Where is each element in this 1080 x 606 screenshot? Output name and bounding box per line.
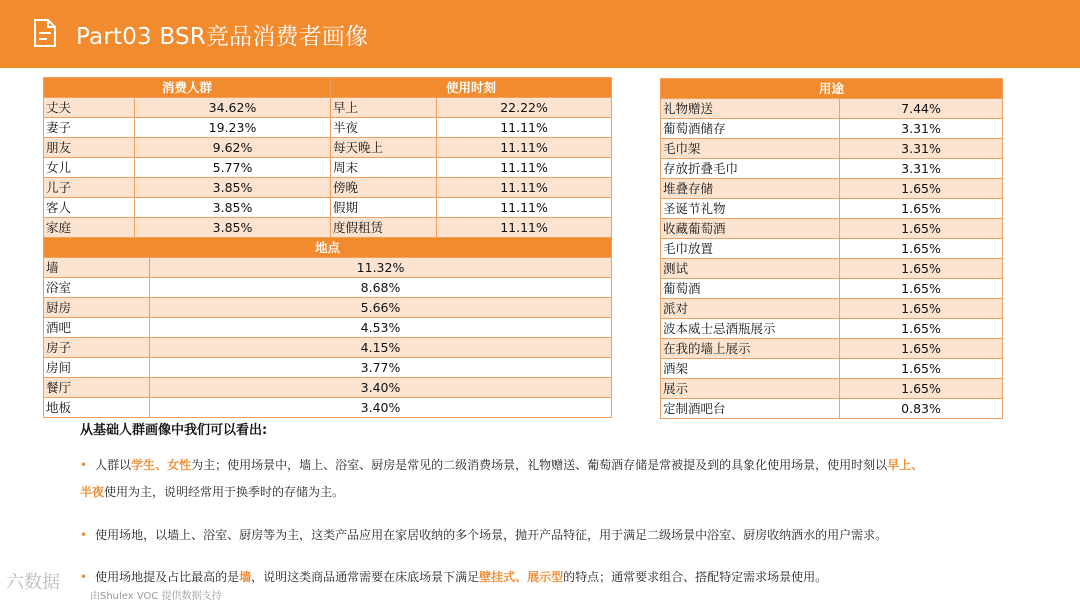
table-row <box>661 399 1003 419</box>
table-row <box>44 98 612 118</box>
header-time: 使用时刻 <box>331 78 612 98</box>
note-highlight: 早上、 <box>887 458 924 472</box>
header-bar <box>0 0 1080 68</box>
time-pct: 11.11% <box>437 118 612 138</box>
usage-name: 礼物赠送 <box>661 99 840 119</box>
table-row <box>661 179 1003 199</box>
person-name: 朋友 <box>44 138 135 158</box>
table-row <box>661 379 1003 399</box>
place-name: 房间 <box>44 358 150 378</box>
note-bullet-1 <box>80 452 990 506</box>
crowd-time-table <box>43 77 612 238</box>
usage-name: 葡萄酒储存 <box>661 119 840 139</box>
header-people: 消费人群 <box>44 78 331 98</box>
usage-name: 定制酒吧台 <box>661 399 840 419</box>
usage-pct: 1.65% <box>840 339 1003 359</box>
person-name: 女儿 <box>44 158 135 178</box>
time-name: 度假租赁 <box>331 218 437 238</box>
table-row <box>44 138 612 158</box>
person-name: 丈夫 <box>44 98 135 118</box>
usage-pct: 1.65% <box>840 199 1003 219</box>
note-highlight: 学生、女性 <box>131 458 192 472</box>
note-text: ，说明这类商品通常需要在床底场景下满足 <box>251 570 480 584</box>
place-name: 厨房 <box>44 298 150 318</box>
usage-name: 在我的墙上展示 <box>661 339 840 359</box>
time-pct: 11.11% <box>437 198 612 218</box>
table-row <box>44 298 612 318</box>
bullet-dot-icon: • <box>80 528 88 542</box>
usage-pct: 1.65% <box>840 359 1003 379</box>
note-text: 的特点；通常要求组合、搭配特定需求场景使用。 <box>563 570 828 584</box>
place-name: 浴室 <box>44 278 150 298</box>
usage-pct: 1.65% <box>840 179 1003 199</box>
table-row <box>661 279 1003 299</box>
table-row <box>44 198 612 218</box>
data-credit: 由Shulex VOC 提供数据支持 <box>90 591 222 602</box>
table-row <box>661 119 1003 139</box>
usage-name: 测试 <box>661 259 840 279</box>
time-name: 傍晚 <box>331 178 437 198</box>
time-pct: 22.22% <box>437 98 612 118</box>
bullet-dot-icon: • <box>80 570 88 584</box>
usage-name: 收藏葡萄酒 <box>661 219 840 239</box>
usage-name: 堆叠存储 <box>661 179 840 199</box>
usage-name: 毛巾放置 <box>661 239 840 259</box>
note-text: 使用为主，说明经常用于换季时的存储为主。 <box>104 485 345 499</box>
usage-table <box>660 78 1003 419</box>
usage-pct: 1.65% <box>840 279 1003 299</box>
table-row <box>661 319 1003 339</box>
table-row <box>44 358 612 378</box>
table-row <box>661 199 1003 219</box>
usage-name: 酒架 <box>661 359 840 379</box>
usage-name: 展示 <box>661 379 840 399</box>
usage-pct: 1.65% <box>840 319 1003 339</box>
person-name: 儿子 <box>44 178 135 198</box>
usage-pct: 7.44% <box>840 99 1003 119</box>
person-pct: 3.85% <box>135 198 331 218</box>
table-row <box>661 99 1003 119</box>
usage-name: 波本威士忌酒瓶展示 <box>661 319 840 339</box>
table-row <box>44 218 612 238</box>
table-row <box>661 239 1003 259</box>
time-name: 周末 <box>331 158 437 178</box>
time-name: 假期 <box>331 198 437 218</box>
person-pct: 34.62% <box>135 98 331 118</box>
note-text: 为主；使用场景中，墙上、浴室、厨房是常见的二级消费场景，礼物赠送、葡萄酒存储是常被提及到的具象化使用场景，使用时刻以 <box>191 458 888 472</box>
usage-pct: 1.65% <box>840 379 1003 399</box>
usage-pct: 1.65% <box>840 259 1003 279</box>
place-pct: 5.66% <box>150 298 612 318</box>
usage-pct: 1.65% <box>840 219 1003 239</box>
notes-title: 从基础人群画像中我们可以看出: <box>80 423 268 438</box>
time-pct: 11.11% <box>437 218 612 238</box>
note-text: 人群以 <box>95 458 132 472</box>
person-pct: 3.85% <box>135 178 331 198</box>
usage-pct: 3.31% <box>840 159 1003 179</box>
header-place: 地点 <box>44 238 612 258</box>
usage-pct: 3.31% <box>840 119 1003 139</box>
usage-pct: 1.65% <box>840 239 1003 259</box>
usage-pct: 3.31% <box>840 139 1003 159</box>
person-pct: 9.62% <box>135 138 331 158</box>
table-row <box>44 258 612 278</box>
place-name: 地板 <box>44 398 150 418</box>
place-table <box>43 237 612 418</box>
place-pct: 4.53% <box>150 318 612 338</box>
person-pct: 3.85% <box>135 218 331 238</box>
place-name: 餐厅 <box>44 378 150 398</box>
table-row <box>661 299 1003 319</box>
place-pct: 8.68% <box>150 278 612 298</box>
place-name: 房子 <box>44 338 150 358</box>
place-pct: 4.15% <box>150 338 612 358</box>
usage-name: 毛巾架 <box>661 139 840 159</box>
usage-name: 存放折叠毛巾 <box>661 159 840 179</box>
person-name: 客人 <box>44 198 135 218</box>
time-pct: 11.11% <box>437 158 612 178</box>
place-pct: 11.32% <box>150 258 612 278</box>
usage-pct: 0.83% <box>840 399 1003 419</box>
table-row <box>661 259 1003 279</box>
note-highlight: 壁挂式、展示型 <box>479 570 564 584</box>
page-title: Part03 BSR竞品消费者画像 <box>76 24 369 50</box>
usage-name: 圣诞节礼物 <box>661 199 840 219</box>
table-row <box>44 278 612 298</box>
person-name: 家庭 <box>44 218 135 238</box>
note-text: 使用场地提及占比最高的是 <box>95 570 240 584</box>
usage-pct: 1.65% <box>840 299 1003 319</box>
note-highlight: 墙 <box>239 570 252 584</box>
time-name: 半夜 <box>331 118 437 138</box>
usage-name: 葡萄酒 <box>661 279 840 299</box>
note-text: 使用场地，以墙上、浴室、厨房等为主，这类产品应用在家居收纳的多个场景，抛开产品特征，用于满足二级场景中浴室、厨房收纳酒水的用户需求。 <box>95 528 888 542</box>
header-usage: 用途 <box>661 79 1003 99</box>
table-row <box>44 318 612 338</box>
place-pct: 3.40% <box>150 378 612 398</box>
table-row <box>661 139 1003 159</box>
place-pct: 3.77% <box>150 358 612 378</box>
person-pct: 5.77% <box>135 158 331 178</box>
time-pct: 11.11% <box>437 138 612 158</box>
place-name: 墙 <box>44 258 150 278</box>
usage-name: 派对 <box>661 299 840 319</box>
table-row <box>44 118 612 138</box>
time-name: 每天晚上 <box>331 138 437 158</box>
time-pct: 11.11% <box>437 178 612 198</box>
table-row <box>44 178 612 198</box>
table-row <box>661 159 1003 179</box>
table-row <box>661 359 1003 379</box>
table-row <box>44 158 612 178</box>
table-row <box>661 219 1003 239</box>
bullet-dot-icon: • <box>80 458 88 472</box>
document-icon <box>33 19 57 47</box>
table-row <box>661 339 1003 359</box>
table-row <box>44 398 612 418</box>
note-bullet-2 <box>80 522 990 549</box>
person-pct: 19.23% <box>135 118 331 138</box>
time-name: 早上 <box>331 98 437 118</box>
table-row <box>44 378 612 398</box>
watermark-logo: 六数据 <box>6 572 60 593</box>
place-pct: 3.40% <box>150 398 612 418</box>
person-name: 妻子 <box>44 118 135 138</box>
table-row <box>44 338 612 358</box>
note-highlight: 半夜 <box>80 485 105 499</box>
place-name: 酒吧 <box>44 318 150 338</box>
